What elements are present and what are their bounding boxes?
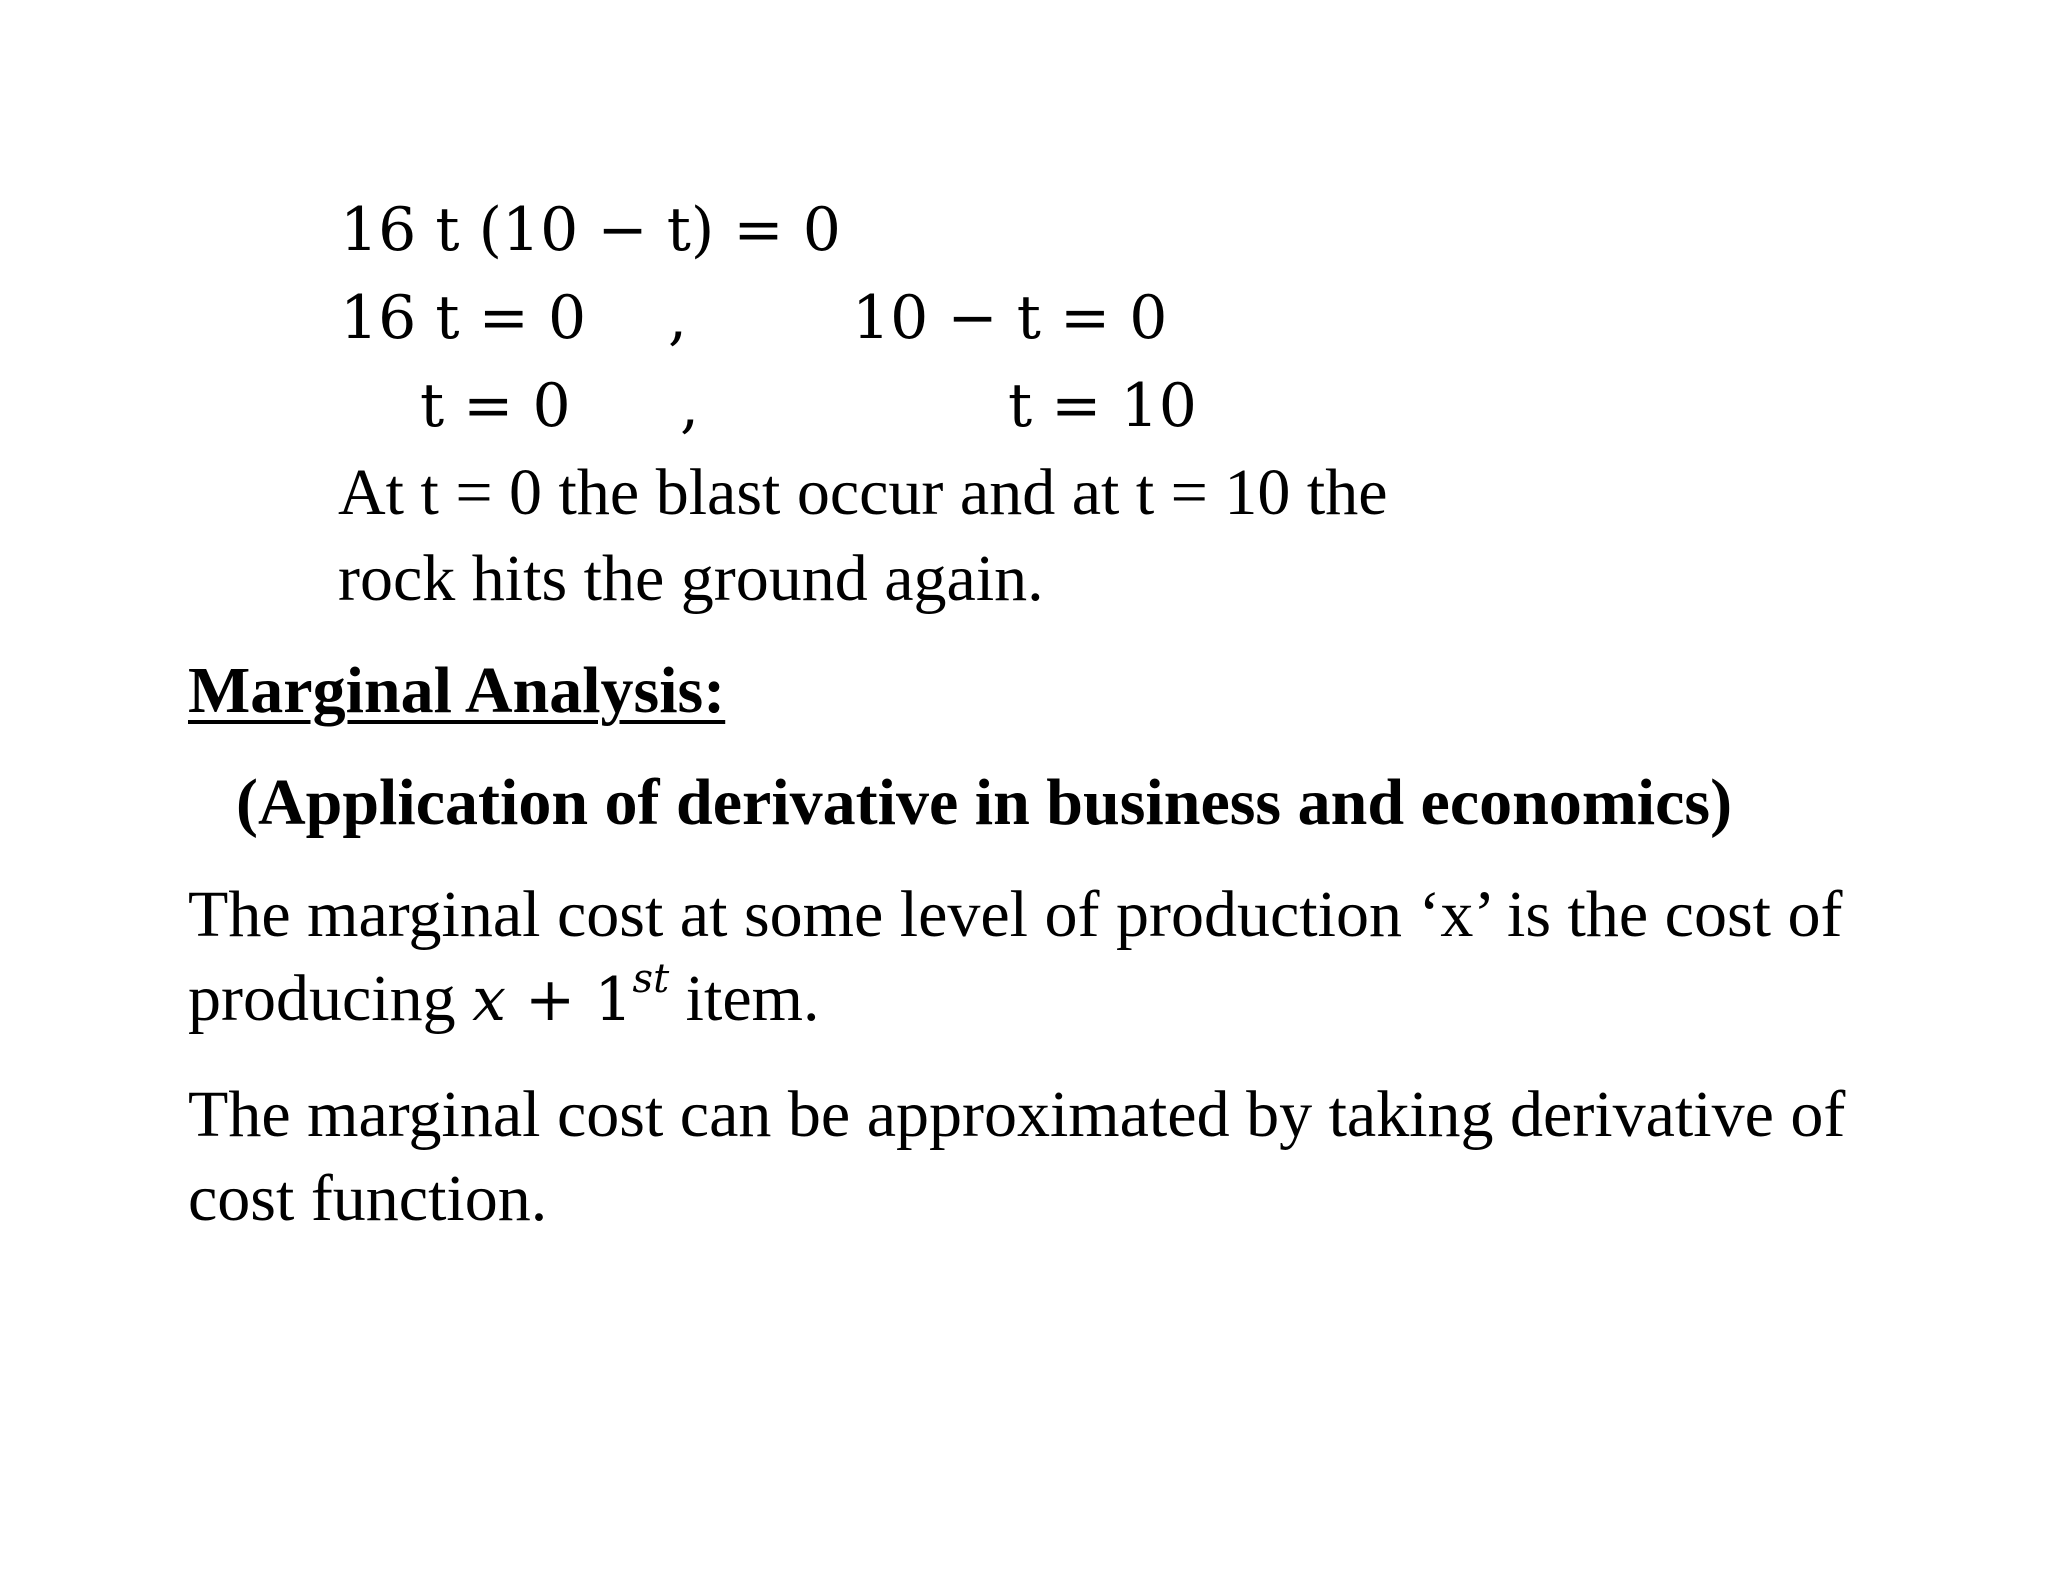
equation-10-minus-t-zero: 10 − t = 0	[852, 283, 1168, 353]
math-variable-x: x	[472, 965, 506, 1035]
equation-t-zero: t = 0	[420, 371, 571, 441]
paragraph-2-line-1: The marginal cost can be approximated by taking derivative of	[188, 1078, 1846, 1151]
equation-comma: ,	[680, 371, 700, 441]
paragraph-1-line-2: producing x + 1st item.	[188, 956, 820, 1035]
equation-t-ten: t = 10	[1008, 371, 1197, 441]
equation-factored: 16 t (10 − t) = 0	[340, 195, 841, 265]
section-subheading: (Application of derivative in business and economics)	[236, 766, 1733, 839]
paragraph-1-line-1: The marginal cost at some level of production ‘x’ is the cost of	[188, 878, 1843, 951]
explanation-line-2: rock hits the ground again.	[338, 542, 1044, 615]
section-heading: Marginal Analysis:	[188, 654, 726, 727]
equation-line-1	[340, 195, 841, 265]
math-plus-one: + 1	[505, 965, 633, 1035]
paragraph-2-line-2: cost function.	[188, 1162, 548, 1235]
explanation-line-1: At t = 0 the blast occur and at t = 10 the	[338, 456, 1388, 529]
equation-comma: ,	[668, 283, 688, 353]
equation-16t-zero: 16 t = 0	[340, 283, 587, 353]
math-superscript: st	[632, 956, 670, 1002]
